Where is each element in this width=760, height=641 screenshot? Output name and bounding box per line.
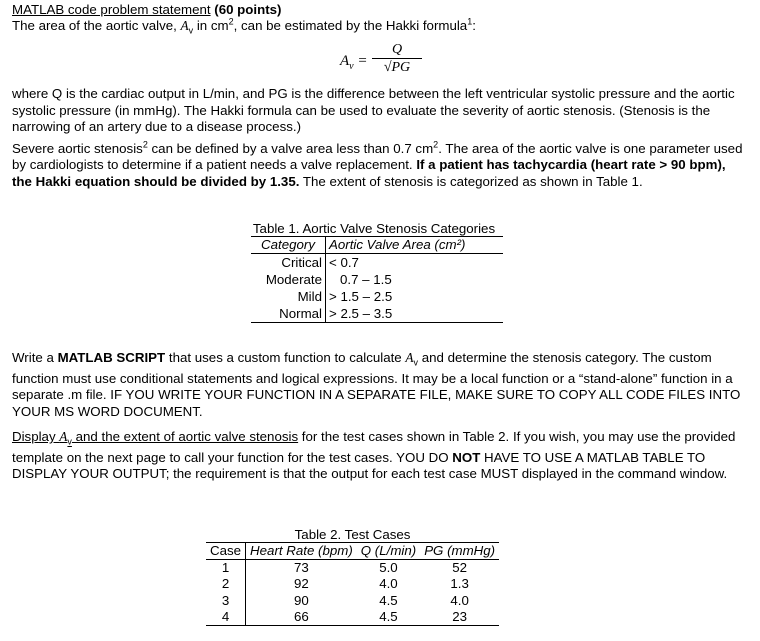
formula-lhs: $A_v$ = — [340, 53, 368, 73]
p3-text-a: Write a — [12, 350, 58, 365]
column-header: Aortic Valve Area (cm²) — [326, 237, 504, 254]
table-1-caption: Table 1. Aortic Valve Stenosis Categories — [252, 221, 496, 236]
table-1 — [238, 221, 510, 323]
p3-bold: MATLAB SCRIPT — [57, 350, 166, 365]
intro-colon: : — [472, 18, 476, 34]
p2-text-d: The extent of stenosis is categorized as shown in Table 1. — [299, 173, 643, 189]
formula-numerator: Q — [372, 42, 422, 59]
intro-text: The area of the aortic valve, — [12, 18, 181, 34]
intro-text-formula: , can be estimated by the Hakki formula — [233, 18, 468, 34]
column-header: Heart Rate (bpm) — [246, 543, 357, 560]
p4-underline-b: and the extent of aortic valve stenosis — [71, 429, 299, 444]
area-subscript: v — [413, 357, 419, 368]
column-header: Category — [251, 237, 326, 254]
heading — [12, 2, 747, 18]
table-cell: 4 — [206, 609, 246, 626]
table-cell: 52 — [452, 560, 468, 575]
table-cell: Mild — [251, 288, 326, 305]
table-row — [206, 609, 499, 626]
table-row — [251, 271, 503, 288]
table-row — [251, 288, 503, 305]
heading-title: MATLAB code problem statement — [12, 2, 211, 17]
table-cell: 66 — [246, 609, 357, 626]
column-header: PG (mmHg) — [420, 543, 499, 560]
table-cell: Moderate — [251, 271, 326, 288]
superscript: 2 — [228, 16, 234, 27]
table-cell: 1 — [206, 560, 246, 577]
table-cell: > 2.5 – 3.5 — [326, 305, 504, 323]
table-cell: 2 — [206, 576, 246, 592]
p2-text-c: . The area of the aortic valve is one parameter used by cardiologists to determine if a patient needs a valve replacement. — [12, 141, 743, 173]
table-row — [206, 576, 499, 592]
formula-fraction — [372, 42, 422, 76]
table-2 — [206, 527, 499, 626]
area-symbol: A — [180, 18, 189, 34]
superscript-2: 2 — [433, 139, 439, 150]
formula-denominator: √PG — [383, 60, 411, 76]
table-cell: > 1.5 – 2.5 — [329, 289, 393, 304]
p4-bold: NOT — [452, 449, 481, 465]
table-cell: 0.7 – 1.5 — [340, 272, 392, 287]
table-cell: 4.5 — [357, 609, 420, 626]
table-cell: 73 — [294, 560, 309, 575]
p4-underline-a: Display — [12, 429, 60, 444]
paragraph-4 — [12, 429, 752, 483]
table-cell: 4.0 — [450, 592, 469, 608]
p3-text-c: and determine the stenosis category. The custom function must use conditional statements and logical expressions. It may be a local function or a “stand-alone” function in a separate .m file. IF YOU WRITE YOUR FUNCTION IN A SEPARATE FILE, MAKE SURE TO COPY ALL CODE FILES INTO YOUR MS WORD DOCUMENT. — [12, 350, 741, 419]
table-cell: 4.0 — [379, 576, 398, 592]
test-cases-table — [206, 542, 499, 626]
column-header: Q (L/min) — [357, 543, 420, 560]
paragraph-1: where Q is the cardiac output in L/min, and PG is the difference between the left ventricular systolic pressure and the aortic systolic pressure (in mmHg). The Hakki formula can be used to evaluate the severity of aortic stenosis. (Stenosis is the narrowing of an artery due to a disease process.) — [12, 86, 735, 134]
intro-text-units: in cm — [193, 18, 229, 34]
stenosis-table — [251, 236, 503, 323]
table-2-caption: Table 2. Test Cases — [294, 527, 411, 542]
table-row — [251, 254, 503, 272]
table-row — [251, 305, 503, 323]
area-symbol: A — [405, 350, 414, 365]
intro-line — [12, 18, 747, 39]
table-cell: 3 — [206, 593, 246, 609]
table-cell: 1.3 — [450, 576, 469, 592]
document-body — [12, 2, 747, 190]
p4-text-a: for the test cases shown in Table 2. If you wish, you may use the provided template on the next page to call your function for the test cases. YOU DO — [12, 429, 736, 465]
p2-text-a: Severe aortic stenosis — [12, 141, 143, 157]
table-header-row — [206, 543, 499, 560]
table-header-row — [251, 237, 503, 254]
table-cell: 23 — [420, 609, 499, 626]
heading-points: (60 points) — [214, 2, 282, 17]
paragraph-3 — [12, 350, 752, 420]
footnote-ref-2: 2 — [142, 139, 148, 150]
p4-text-b: HAVE TO USE A MATLAB TABLE TO DISPLAY YOUR OUTPUT; the requirement is that the output for each test case MUST displayed in the command window. — [12, 449, 728, 482]
area-subscript: v — [188, 25, 194, 36]
hakki-formula — [12, 39, 747, 86]
table-row — [206, 593, 499, 609]
table-cell: Critical — [251, 254, 326, 272]
column-header: Case — [206, 543, 246, 560]
table-cell: 90 — [294, 592, 309, 608]
table-cell: < 0.7 — [329, 255, 359, 270]
p2-text-b: can be defined by a valve area less than 0.7 cm — [147, 141, 434, 157]
table-row — [206, 560, 499, 577]
table-cell: 4.5 — [379, 592, 398, 608]
table-cell: 5.0 — [379, 560, 398, 575]
area-subscript: v — [67, 436, 72, 447]
p2-bold: If a patient has tachycardia (heart rate > 90 bpm), the Hakki equation should be divided by 1.35. — [12, 157, 726, 189]
p3-text-b: that uses a custom function to calculate — [165, 350, 406, 365]
table-cell: 92 — [294, 576, 309, 592]
paragraph-2 — [12, 141, 747, 190]
area-symbol: A — [59, 429, 68, 444]
table-cell: Normal — [251, 305, 326, 323]
footnote-ref: 1 — [467, 16, 473, 27]
